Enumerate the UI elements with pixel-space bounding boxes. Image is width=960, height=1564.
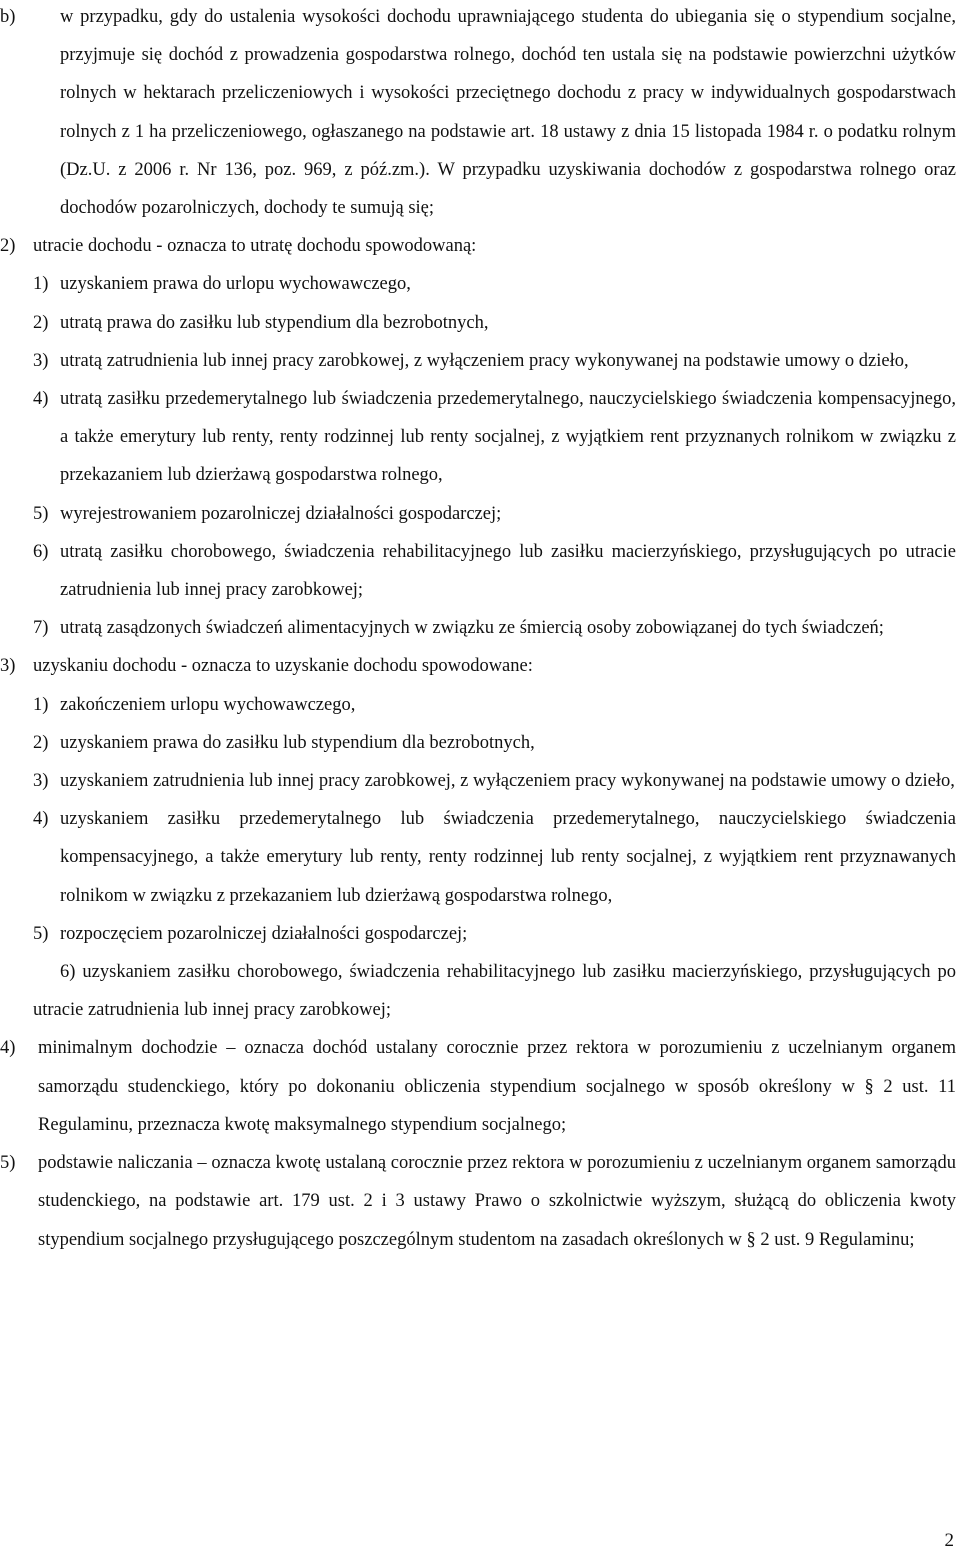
item-text: utratą zasądzonych świadczeń alimentacyjnych w związku ze śmiercią osoby zobowiązanej do tych świadczeń;: [60, 618, 884, 639]
item-number: 4): [33, 389, 49, 410]
section-2-item: [0, 342, 960, 380]
intro-number: b): [0, 7, 16, 27]
item-number: 3): [33, 771, 49, 792]
item-text: wyrejestrowaniem pozarolniczej działalności gospodarczej;: [60, 503, 502, 524]
section-3-item: [0, 686, 960, 724]
item-text: uzyskaniem zatrudnienia lub innej pracy zarobkowej, z wyłączeniem pracy wykonywanej na podstawie umowy o dzieło,: [60, 771, 955, 792]
section-4-paragraph: [0, 1029, 960, 1144]
page-number: 2: [944, 1530, 954, 1551]
item-number: 1): [33, 274, 49, 295]
section-4-text: minimalnym dochodzie – oznacza dochód ustalany corocznie przez rektora w porozumieniu z uczelnianym organem samorządu studenckiego, który po dokonaniu obliczenia stypendium socjalnego w sposób określony w § 2 ust. 11 Regulaminu, przeznacza kwotę maksymalnego stypendium socjalnego;: [38, 1038, 956, 1135]
section-2-item: [0, 495, 960, 533]
item-number: 3): [33, 350, 49, 371]
item-number: 7): [33, 618, 49, 639]
section-2-item: [0, 380, 960, 495]
section-3-item: [0, 915, 960, 953]
intro-text: w przypadku, gdy do ustalenia wysokości dochodu uprawniającego studenta do ubiegania się o stypendium socjalne, przyjmuje się dochód z prowadzenia gospodarstwa rolnego, dochód ten ustala się na podstawie powierzchni użytków rolnych w hektarach przeliczeniowych i wysokości przeciętnego dochodu z pracy w indywidualnych gospodarstwach rolnych z 1 ha przeliczeniowego, ogłaszanego na podstawie art. 18 ustawy z dnia 15 listopada 1984 r. o podatku rolnym (Dz.U. z 2006 r. Nr 136, poz. 969, z póź.zm.). W przypadku uzyskiwania dochodów z gospodarstwa rolnego oraz dochodów pozarolniczych, dochody te sumują się;: [60, 7, 956, 219]
item-number: 4): [33, 809, 49, 830]
item-text: utratą zatrudnienia lub innej pracy zarobkowej, z wyłączeniem pracy wykonywanej na podstawie umowy o dzieło,: [60, 350, 909, 371]
item-text: utratą zasiłku chorobowego, świadczenia rehabilitacyjnego lub zasiłku macierzyńskiego, przysługujących po utracie zatrudnienia lub innej pracy zarobkowej;: [60, 541, 956, 601]
section-3-item-6: 6) uzyskaniem zasiłku chorobowego, świadczenia rehabilitacyjnego lub zasiłku macierzyńskiego, przysługujących po utracie zatrudnienia lub innej pracy zarobkowej;: [33, 962, 956, 1021]
section-5-text: podstawie naliczania – oznacza kwotę ustalaną corocznie przez rektora w porozumieniu z uczelnianym organem samorządu studenckiego, na podstawie art. 179 ust. 2 i 3 ustawy Prawo o szkolnictwie wyższym, służącą do obliczenia kwoty stypendium socjalnego przysługującego poszczególnym studentom na zasadach określonych w § 2 ust. 9 Regulaminu;: [38, 1153, 956, 1250]
section-4-number: 4): [0, 1038, 16, 1059]
item-number: 2): [33, 732, 49, 753]
section-3-number: 3): [0, 656, 16, 677]
item-number: 5): [33, 923, 49, 944]
item-number: 2): [33, 312, 49, 333]
item-text: rozpoczęciem pozarolniczej działalności gospodarczej;: [60, 923, 468, 944]
section-3-item: [0, 800, 960, 915]
section-2-item: [0, 609, 960, 647]
item-number: 1): [33, 694, 49, 715]
item-number: 6): [33, 541, 49, 562]
section-2-number: 2): [0, 236, 16, 257]
section-5-number: 5): [0, 1153, 16, 1174]
section-2-item: [0, 533, 960, 609]
item-text: utratą zasiłku przedemerytalnego lub świadczenia przedemerytalnego, nauczycielskiego świadczenia kompensacyjnego, a także emerytury lub renty, renty rodzinnej lub renty socjalnej, z wyjątkiem rent przyznanych rolnikom w związku z przekazaniem lub dzierżawą gospodarstwa rolnego,: [60, 389, 956, 486]
section-3-text: uzyskaniu dochodu - oznacza to uzyskanie dochodu spowodowane:: [33, 656, 533, 677]
section-3-item: [0, 724, 960, 762]
section-3-heading: [0, 647, 960, 685]
section-2-item: [0, 265, 960, 303]
item-text: uzyskaniem prawa do urlopu wychowawczego,: [60, 274, 411, 295]
section-2-heading: [0, 227, 960, 265]
section-5-paragraph: [0, 1144, 960, 1259]
section-2-item: [0, 304, 960, 342]
item-number: 5): [33, 503, 49, 524]
item-text: utratą prawa do zasiłku lub stypendium dla bezrobotnych,: [60, 312, 489, 333]
section-3-item: [0, 762, 960, 800]
item-text: zakończeniem urlopu wychowawczego,: [60, 694, 356, 715]
section-2-text: utracie dochodu - oznacza to utratę dochodu spowodowaną:: [33, 236, 477, 257]
item-text: uzyskaniem prawa do zasiłku lub stypendium dla bezrobotnych,: [60, 732, 535, 753]
item-text: uzyskaniem zasiłku przedemerytalnego lub świadczenia przedemerytalnego, nauczycielskiego świadczenia kompensacyjnego, a także emerytury lub renty, renty rodzinnej lub renty socjalnej, z wyjątkiem rent przyznawanych rolnikom w związku z przekazaniem lub dzierżawą gospodarstwa rolnego,: [60, 809, 956, 906]
intro-paragraph: [0, 0, 960, 227]
